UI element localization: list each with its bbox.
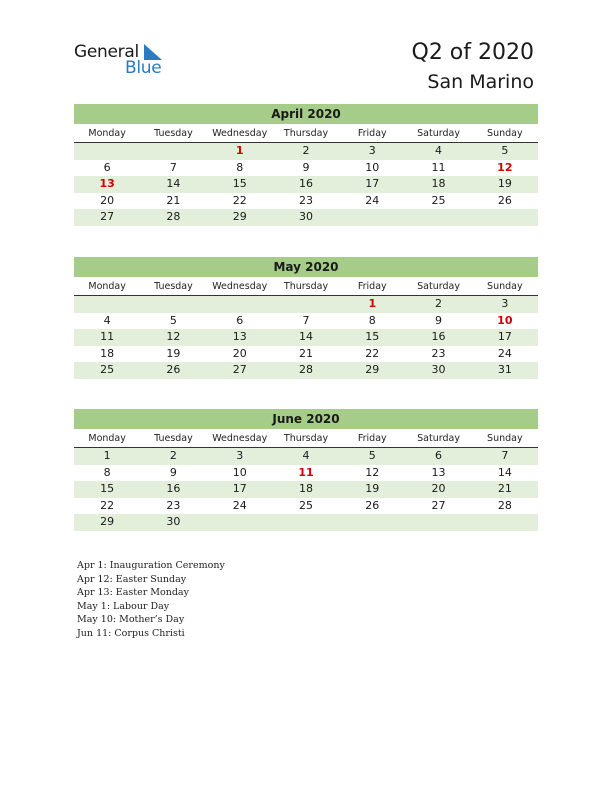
day-cell: 3 [501, 297, 509, 310]
weekday-label: Tuesday [154, 281, 193, 292]
day-cell: 2 [169, 449, 177, 462]
generalblue-logo [74, 42, 174, 78]
day-cell: 26 [166, 363, 181, 377]
page-subtitle: San Marino [427, 71, 534, 93]
day-cell: 7 [501, 449, 509, 462]
day-cell: 4 [302, 449, 310, 462]
day-cell: 29 [365, 363, 380, 377]
holiday-date: 11 [298, 465, 314, 479]
week-row [74, 481, 538, 498]
day-cell: 17 [365, 177, 380, 191]
day-cell: 28 [497, 498, 512, 512]
page-title: Q2 of 2020 [411, 40, 534, 65]
holiday-note: May 10: Mother’s Day [77, 614, 185, 626]
week-row [74, 296, 538, 313]
day-cell: 27 [232, 363, 247, 377]
logo-text-blue: Blue [125, 58, 162, 78]
holiday-note: Apr 1: Inauguration Ceremony [77, 560, 225, 571]
day-cell: 28 [298, 363, 313, 377]
day-cell [339, 209, 405, 226]
day-cell: 22 [100, 498, 115, 512]
week-row [74, 346, 538, 363]
weekday-label: Monday [88, 128, 126, 139]
day-cell: 24 [232, 498, 247, 512]
day-cell: 14 [166, 177, 181, 191]
week-row [74, 329, 538, 346]
weekday-header-row [74, 277, 538, 296]
day-cell: 21 [166, 193, 181, 207]
day-cell: 21 [497, 482, 512, 496]
week-row [74, 362, 538, 379]
weekday-label: Wednesday [212, 433, 268, 444]
month-title: April 2020 [74, 104, 538, 124]
day-cell: 7 [169, 160, 177, 174]
logo-text-general: General [74, 42, 139, 62]
day-cell: 22 [232, 193, 247, 207]
holiday-note: May 1: Labour Day [77, 600, 170, 612]
holiday-note: Apr 13: Easter Monday [77, 587, 189, 599]
day-cell: 25 [431, 193, 446, 207]
day-cell: 19 [166, 346, 181, 360]
week-row [74, 514, 538, 531]
day-cell: 2 [435, 297, 443, 310]
day-cell [339, 514, 405, 531]
day-cell: 3 [236, 449, 244, 462]
day-cell: 6 [435, 449, 443, 462]
month-calendar [74, 409, 538, 531]
week-row [74, 176, 538, 193]
week-row [74, 313, 538, 330]
day-cell: 26 [497, 193, 512, 207]
day-cell: 15 [232, 177, 247, 191]
weekday-label: Monday [88, 433, 126, 444]
day-cell [405, 209, 471, 226]
week-row [74, 465, 538, 482]
day-cell: 8 [103, 465, 111, 479]
day-cell: 30 [166, 515, 181, 529]
day-cell: 18 [298, 482, 313, 496]
day-cell [273, 296, 339, 313]
day-cell: 30 [298, 210, 313, 224]
day-cell: 29 [100, 515, 115, 529]
holiday-note: Jun 11: Corpus Christi [77, 627, 185, 639]
day-cell: 18 [431, 177, 446, 191]
weekday-label: Sunday [487, 281, 523, 292]
day-cell: 8 [368, 313, 376, 327]
weekday-label: Friday [357, 281, 387, 292]
day-cell: 2 [302, 144, 310, 157]
weekday-label: Saturday [417, 281, 460, 292]
day-cell: 30 [431, 363, 446, 377]
weekday-label: Sunday [487, 433, 523, 444]
day-cell: 24 [365, 193, 380, 207]
day-cell [74, 296, 140, 313]
weekday-label: Friday [357, 433, 387, 444]
day-cell: 6 [103, 160, 111, 174]
day-cell: 23 [431, 346, 446, 360]
holiday-date: 10 [497, 313, 513, 327]
day-cell [472, 209, 538, 226]
day-cell [472, 514, 538, 531]
day-cell: 6 [236, 313, 244, 327]
day-cell: 17 [232, 482, 247, 496]
weekday-header-row [74, 429, 538, 448]
holiday-note: Apr 12: Easter Sunday [77, 573, 187, 585]
week-row [74, 160, 538, 177]
day-cell [405, 514, 471, 531]
day-cell: 9 [169, 465, 177, 479]
week-row [74, 193, 538, 210]
day-cell: 9 [302, 160, 310, 174]
day-cell: 18 [100, 346, 115, 360]
week-row [74, 448, 538, 465]
day-cell: 31 [497, 363, 512, 377]
day-cell: 9 [435, 313, 443, 327]
day-cell: 8 [236, 160, 244, 174]
day-cell: 20 [232, 346, 247, 360]
day-cell: 10 [232, 465, 247, 479]
weekday-header-row [74, 124, 538, 143]
day-cell: 7 [302, 313, 310, 327]
week-row [74, 143, 538, 160]
day-cell: 25 [298, 498, 313, 512]
holiday-date: 1 [368, 297, 377, 310]
weekday-label: Wednesday [212, 128, 268, 139]
day-cell: 11 [431, 160, 446, 174]
day-cell [140, 143, 206, 160]
day-cell: 26 [365, 498, 380, 512]
day-cell: 27 [431, 498, 446, 512]
day-cell [207, 296, 273, 313]
day-cell: 23 [298, 193, 313, 207]
day-cell: 15 [365, 330, 380, 344]
day-cell: 19 [365, 482, 380, 496]
day-cell: 21 [298, 346, 313, 360]
day-cell: 4 [103, 313, 111, 327]
day-cell [207, 514, 273, 531]
week-row [74, 209, 538, 226]
day-cell: 16 [298, 177, 313, 191]
weekday-label: Wednesday [212, 281, 268, 292]
day-cell: 1 [103, 449, 111, 462]
day-cell: 13 [232, 330, 247, 344]
holiday-date: 13 [99, 177, 115, 191]
week-row [74, 498, 538, 515]
day-cell: 16 [431, 330, 446, 344]
weekday-label: Tuesday [154, 433, 193, 444]
day-cell: 27 [100, 210, 115, 224]
holiday-date: 12 [497, 160, 513, 174]
day-cell: 11 [100, 330, 115, 344]
month-title: May 2020 [74, 257, 538, 277]
day-cell: 5 [501, 144, 509, 157]
day-cell: 10 [365, 160, 380, 174]
day-cell: 20 [100, 193, 115, 207]
day-cell: 28 [166, 210, 181, 224]
day-cell: 19 [497, 177, 512, 191]
day-cell: 12 [166, 330, 181, 344]
day-cell: 20 [431, 482, 446, 496]
day-cell: 15 [100, 482, 115, 496]
weekday-label: Friday [357, 128, 387, 139]
holiday-notes [77, 559, 225, 641]
day-cell [140, 296, 206, 313]
day-cell: 14 [298, 330, 313, 344]
holiday-date: 1 [235, 144, 244, 157]
day-cell: 13 [431, 465, 446, 479]
day-cell: 3 [368, 144, 376, 157]
day-cell: 14 [497, 465, 512, 479]
day-cell: 12 [365, 465, 380, 479]
day-cell: 16 [166, 482, 181, 496]
day-cell: 5 [368, 449, 376, 462]
weekday-label: Tuesday [154, 128, 193, 139]
day-cell [74, 143, 140, 160]
month-calendar [74, 104, 538, 226]
day-cell: 25 [100, 363, 115, 377]
weekday-label: Thursday [283, 433, 329, 444]
weekday-label: Saturday [417, 433, 460, 444]
day-cell [273, 514, 339, 531]
weekday-label: Sunday [487, 128, 523, 139]
day-cell: 24 [497, 346, 512, 360]
day-cell: 22 [365, 346, 380, 360]
weekday-label: Thursday [283, 281, 329, 292]
weekday-label: Saturday [417, 128, 460, 139]
day-cell: 5 [169, 313, 177, 327]
month-title: June 2020 [74, 409, 538, 429]
month-calendar [74, 257, 538, 379]
day-cell: 23 [166, 498, 181, 512]
weekday-label: Thursday [283, 128, 329, 139]
day-cell: 17 [497, 330, 512, 344]
day-cell: 29 [232, 210, 247, 224]
weekday-label: Monday [88, 281, 126, 292]
day-cell: 4 [435, 144, 443, 157]
